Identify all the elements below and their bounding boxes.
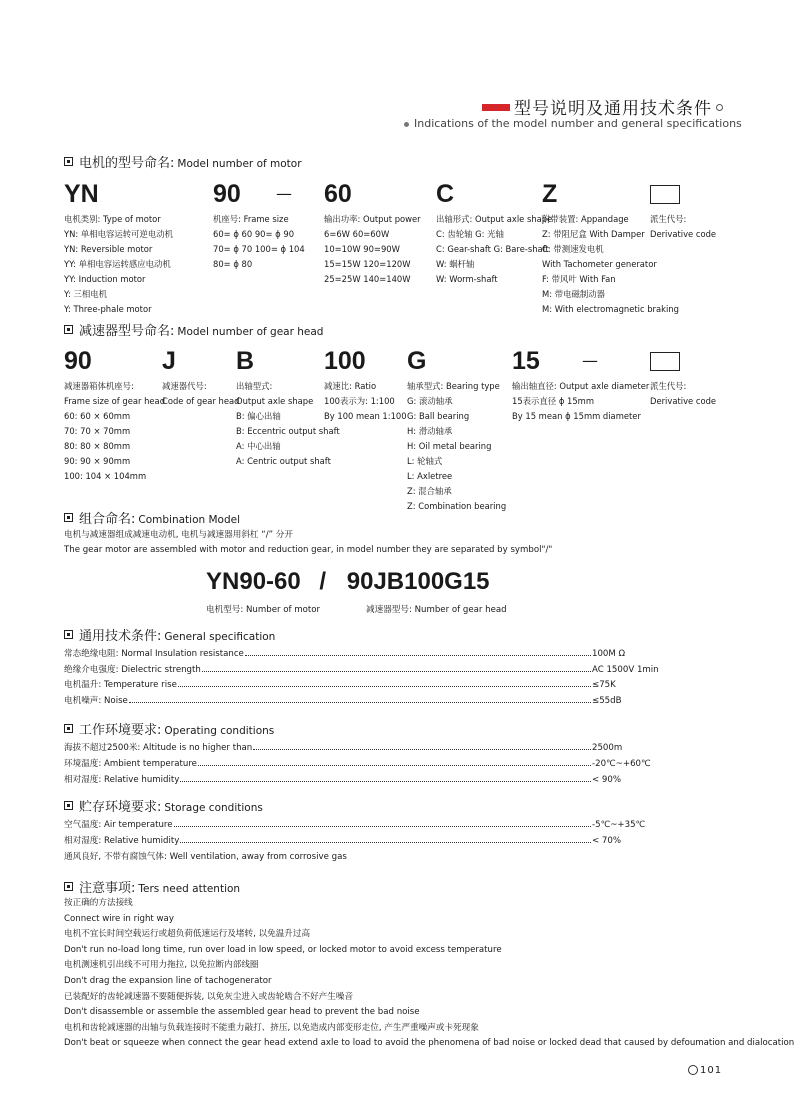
page-subtitle: [404, 117, 742, 130]
operating-list: [64, 739, 664, 785]
gear-ratio-col: 减速比: Ratio 100表示为: 1:100 By 100 mean 1:100: [324, 381, 407, 421]
gear-bearing-col: 轴承型式: Bearing type G: 滚动轴承 G: Ball bearing H: 滑动轴承 H: Oil metal bearing L: 轮轴式 L: Axletree Z: 混合轴承 Z: Combination bearing: [407, 381, 507, 511]
square-bullet-icon: [64, 882, 73, 891]
motor-code-dash: —: [276, 184, 292, 203]
gear-derivative-box: [650, 352, 680, 371]
note-line: Don't beat or squeeze when connect the gear head extend axle to load to avoid the phenomena of bad noise or locked dead that caused by defoumation and dialocation: [64, 1038, 795, 1049]
motor-section-heading: 电机的型号命名: Model number of motor: [64, 152, 302, 171]
combination-model-code: [206, 568, 490, 596]
square-bullet-icon: [64, 801, 73, 810]
note-line: 已装配好的齿轮减速器不要随便拆装, 以免灰尘进入或齿轮啮合不好产生噪音: [64, 991, 354, 1002]
gear-shape-col: 出轴型式: Output axle shape B: 偏心出轴 B: Eccentric output shaft A: 中心出轴 A: Centric output shaft: [236, 381, 340, 466]
motor-type-col: 电机类别: Type of motor YN: 单相电容运转可逆电动机 YN: Reversible motor YY: 单相电容运转感应电动机 YY: Induction motor Y: 三相电机 Y: Three-phale motor: [64, 214, 173, 314]
gear-frame-col: 减速器箱体机座号: Frame size of gear head 60: 60 × 60mm 70: 70 × 70mm 80: 80 × 80mm 90: 90 × 90mm 100: 104 × 104mm: [64, 381, 166, 481]
spec-row: 常态绝缘电阻: Normal Insulation resistance 100M Ω: [64, 649, 626, 659]
gear-code-bearing: G: [407, 347, 427, 375]
gear-section-heading: 减速器型号命名: Model number of gear head: [64, 320, 323, 339]
header-accent-bar: [482, 104, 510, 111]
motor-appendage-col: 附带装置: Appandage Z: 带阻尼盒 With Damper C: 带测速发电机 With Tachometer generator F: 带风叶 With Fan M: 带电磁制动器 M: With electromagnetic braking: [542, 214, 679, 314]
page-number: 101: [688, 1065, 722, 1076]
general-spec-list: [64, 645, 664, 706]
gear-code-j: J: [162, 347, 176, 375]
gear-code-diameter: 15: [512, 347, 540, 375]
square-bullet-icon: [64, 325, 73, 334]
combo-motor-code: YN90-60: [206, 568, 301, 595]
motor-power-col: 输出功率: Output power 6=6W 60=60W 10=10W 90=90W 15=15W 120=120W 25=25W 140=140W: [324, 214, 421, 284]
storage-extra: 通风良好, 不带有腐蚀气体: Well ventilation, away from corrosive gas: [64, 852, 347, 862]
note-line: Don't drag the expansion line of tachogenerator: [64, 975, 272, 986]
spec-row: 相对湿度: Relative humidity < 90%: [64, 775, 622, 785]
motor-derivative-col: 派生代号: Derivative code: [650, 214, 717, 239]
page-circle-icon: [688, 1065, 698, 1075]
note-line: 按正确的方法接线: [64, 898, 133, 908]
gear-code-shape: B: [236, 347, 255, 375]
gear-diameter-col: 输出轴直径: Output axle diameter 15表示直径 ϕ 15mm By 15 mean ϕ 15mm diameter: [512, 381, 650, 421]
gear-code-frame: 90: [64, 347, 92, 375]
gear-code-ratio: 100: [324, 347, 366, 375]
motor-code-power: 60: [324, 180, 352, 208]
combination-desc-en: The gear motor are assembled with motor and reduction gear, in model number they are separated by symbol"/": [64, 545, 553, 555]
page-title: 型号说明及通用技术条件: [514, 99, 712, 119]
square-bullet-icon: [64, 157, 73, 166]
square-bullet-icon: [64, 630, 73, 639]
attention-heading: 注意事项: Ters need attention: [64, 877, 240, 896]
combination-desc-cn: 电机与减速器组成减速电动机, 电机与减速器用斜杠 “/” 分开: [64, 530, 293, 540]
motor-code-frame: 90: [213, 180, 241, 208]
note-line: 电机测速机引出线不可用力拖拉, 以免拉断内部线圈: [64, 960, 259, 971]
gear-derivative-col: 派生代号: Derivative code: [650, 381, 717, 406]
combination-heading: 组合命名: Combination Model: [64, 508, 240, 527]
subtitle-text: Indications of the model number and general specifications: [414, 117, 742, 130]
bullet-icon: [404, 122, 409, 127]
note-line: Connect wire in right way: [64, 913, 174, 924]
general-spec-heading: 通用技术条件: General specification: [64, 625, 275, 644]
note-line: 电机和齿轮减速器的出轴与负载连接时不能重力敲打、挤压, 以免造成内部变形走位, 产生严重噪声或卡死现象: [64, 1022, 479, 1033]
spec-row: 电机噪声: Noise ≤55dB: [64, 695, 622, 706]
spec-row: 环境温度: Ambient temperature -20℃~+60℃: [64, 759, 651, 769]
title-circle-icon: [716, 104, 723, 111]
gear-code-dash: —: [582, 351, 598, 370]
spec-row: 相对湿度: Relative humidity < 70%: [64, 836, 622, 846]
note-line: Don't run no-load long time, run over load in low speed, or locked motor to avoid excess temperature: [64, 944, 502, 955]
motor-frame-col: 机座号: Frame size 60= ϕ 60 90= ϕ 90 70= ϕ 70 100= ϕ 104 80= ϕ 80: [213, 214, 305, 269]
motor-derivative-box: [650, 185, 680, 204]
combo-gear-code: 90JB100G15: [346, 568, 490, 595]
square-bullet-icon: [64, 724, 73, 733]
combo-slash: /: [319, 568, 327, 595]
storage-heading: 贮存环境要求: Storage conditions: [64, 796, 263, 815]
note-line: 电机不宜长时间空载运行或超负荷低速运行及堵转, 以免温升过高: [64, 929, 311, 940]
storage-list: [64, 816, 664, 862]
spec-row: 绝缘介电强度: Dielectric strength AC 1500V 1min: [64, 664, 659, 675]
attention-list: [64, 896, 794, 1052]
spec-row: 海拔不超过2500米: Altitude is no higher than 2500m: [64, 743, 623, 753]
spec-row: 电机温升: Temperature rise ≤75K: [64, 680, 616, 690]
gear-code-col: 减速器代号: Code of gear head: [162, 381, 240, 406]
spec-row: 空气温度: Air temperature -5℃~+35℃: [64, 820, 646, 830]
motor-code-type: YN: [64, 180, 99, 208]
motor-code-shaft: C: [436, 180, 455, 208]
note-line: Don't disassemble or assemble the assembled gear head to prevent the bad noise: [64, 1007, 420, 1018]
operating-heading: 工作环境要求: Operating conditions: [64, 719, 274, 738]
square-bullet-icon: [64, 513, 73, 522]
combo-motor-label: 电机型号: Number of motor: [206, 605, 321, 615]
motor-code-appendage: Z: [542, 180, 558, 208]
motor-shaft-col: 出轴形式: Output axle shape C: 齿轮轴 G: 光轴 C: Gear-shaft G: Bare-shaft W: 蜗杆轴 W: Worm-shaft: [436, 214, 553, 284]
combo-gear-label: 减速器型号: Number of gear head: [366, 605, 507, 615]
